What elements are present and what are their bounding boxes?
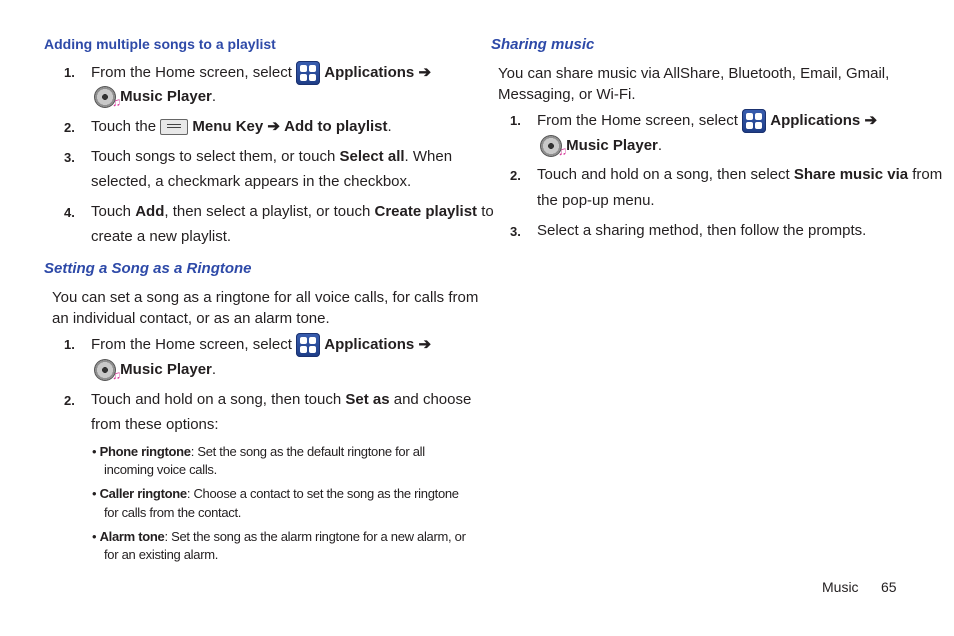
bullet-dot: • — [92, 444, 97, 459]
bullet-item — [92, 528, 466, 546]
music-player-label: Music Player — [120, 361, 212, 378]
step-text-line2 — [94, 86, 216, 108]
bullet-dot: • — [92, 486, 97, 501]
step-text: Select a sharing method, then follow the prompts. — [537, 222, 867, 239]
step-number: 2. — [64, 120, 75, 135]
step-text-line2: selected, a checkmark appears in the checkbox. — [91, 173, 412, 190]
bullet-text: : Choose a contact to set the song as the ringtone — [186, 486, 459, 501]
heading-ringtone: Setting a Song as a Ringtone — [44, 260, 252, 277]
intro-line: an individual contact, or as an alarm tone. — [52, 310, 330, 327]
bullet-text-line2: for an existing alarm. — [104, 547, 219, 562]
step-number: 1. — [510, 113, 521, 128]
music-player-icon — [540, 135, 562, 157]
set-as-label: Set as — [345, 391, 390, 408]
arrow-icon: ➔ — [267, 118, 280, 135]
step-text — [91, 116, 392, 137]
step-text-line2: from these options: — [91, 416, 219, 433]
applications-icon — [742, 109, 766, 133]
applications-label: Applications — [770, 111, 861, 129]
applications-label: Applications — [324, 335, 415, 353]
step-text — [91, 333, 431, 357]
add-to-playlist-label: Add to playlist — [284, 118, 388, 135]
step-number: 2. — [64, 393, 75, 408]
step-text — [537, 109, 877, 133]
step-text-post: to — [481, 203, 494, 220]
step-text-line2: the pop-up menu. — [537, 192, 655, 209]
step-text-post: from — [912, 166, 943, 183]
applications-label: Applications — [324, 63, 415, 81]
step-text-pre: Touch songs to select them, or touch — [91, 148, 336, 165]
intro-line: Messaging, or Wi-Fi. — [498, 86, 636, 103]
step-text — [537, 164, 942, 185]
step-text — [91, 201, 494, 222]
add-label: Add — [135, 203, 165, 220]
period: . — [211, 88, 217, 105]
page-number: 65 — [881, 579, 897, 595]
arrow-icon: ➔ — [864, 111, 878, 129]
step-text-pre: Touch the — [91, 118, 157, 135]
bullet-dot: • — [92, 529, 97, 544]
bullet-text-line2: for calls from the contact. — [104, 505, 242, 520]
step-number: 1. — [64, 337, 75, 352]
bullet-term: Caller ringtone — [99, 486, 187, 501]
select-all-label: Select all — [339, 148, 405, 165]
bullet-item — [92, 443, 425, 461]
period: . — [657, 137, 663, 154]
arrow-icon: ➔ — [418, 63, 432, 81]
bullet-term: Phone ringtone — [99, 444, 191, 459]
intro-line: You can share music via AllShare, Bluetooth, Email, Gmail, — [498, 65, 890, 82]
footer-section: Music — [822, 579, 859, 595]
step-text — [91, 146, 452, 167]
bullet-text: : Set the song as the alarm ringtone for a new alarm, or — [164, 529, 466, 544]
create-playlist-label: Create playlist — [374, 203, 478, 220]
step-number: 2. — [510, 168, 521, 183]
heading-sharing-music: Sharing music — [491, 36, 595, 53]
period: . — [211, 361, 217, 378]
bullet-item — [92, 485, 459, 503]
step-number: 4. — [64, 205, 75, 220]
step-text-pre: From the Home screen, select — [91, 63, 292, 81]
step-number: 1. — [64, 65, 75, 80]
bullet-text: : Set the song as the default ringtone for all — [190, 444, 425, 459]
menu-key-icon — [160, 119, 188, 135]
step-text-mid: , then select a playlist, or touch — [164, 203, 371, 220]
step-text — [91, 389, 471, 410]
step-text — [91, 61, 431, 85]
bullet-text-line2: incoming voice calls. — [104, 462, 217, 477]
arrow-icon: ➔ — [418, 335, 432, 353]
share-music-via-label: Share music via — [793, 166, 909, 183]
applications-icon — [296, 61, 320, 85]
music-player-icon — [94, 359, 116, 381]
step-text-pre: Touch and hold on a song, then touch — [91, 391, 342, 408]
menu-key-label: Menu Key — [192, 118, 264, 135]
step-text-line2: create a new playlist. — [91, 228, 232, 245]
music-player-icon — [94, 86, 116, 108]
step-text-pre: From the Home screen, select — [537, 111, 738, 129]
step-text-pre: Touch — [91, 203, 132, 220]
music-player-label: Music Player — [566, 137, 658, 154]
step-number: 3. — [510, 224, 521, 239]
step-text-pre: Touch and hold on a song, then select — [537, 166, 790, 183]
step-text-post: and choose — [393, 391, 472, 408]
intro-line: You can set a song as a ringtone for all voice calls, for calls from — [52, 289, 479, 306]
step-text-line2 — [540, 135, 662, 157]
music-player-label: Music Player — [120, 88, 212, 105]
heading-add-multiple: Adding multiple songs to a playlist — [44, 36, 276, 52]
step-number: 3. — [64, 150, 75, 165]
applications-icon — [296, 333, 320, 357]
bullet-term: Alarm tone — [99, 529, 165, 544]
step-text-pre: From the Home screen, select — [91, 335, 292, 353]
step-text-line2 — [94, 359, 216, 381]
period: . — [387, 118, 392, 135]
step-text-post: . When — [404, 148, 453, 165]
